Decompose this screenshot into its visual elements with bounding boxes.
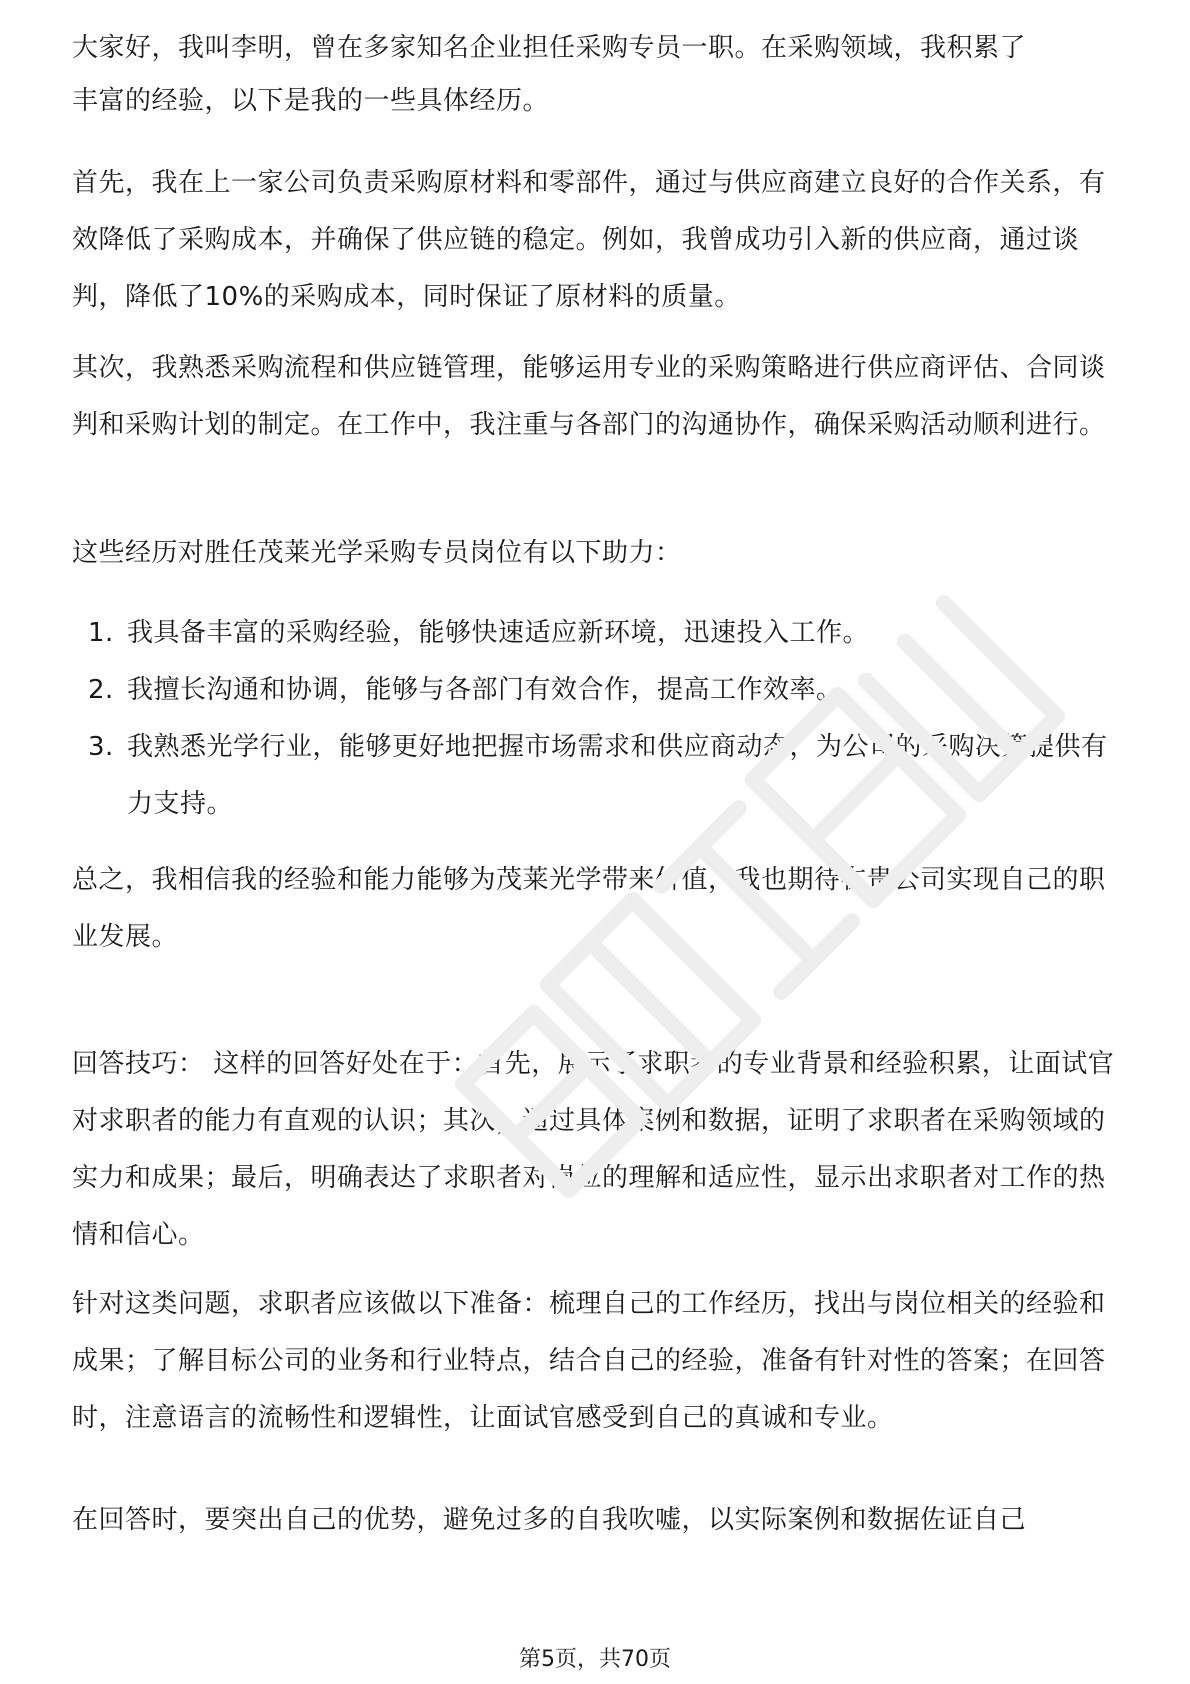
- list-number: 3.: [88, 732, 114, 762]
- paragraph-conclusion: 总之，我相信我的经验和能力能够为茂莱光学带来价值，我也期待在贵公司实现自己的职业发展。: [72, 865, 1106, 952]
- cut-off-top-line: [0, 0, 1190, 72]
- paragraph-last-partial: 在回答时，要突出自己的优势，避免过多的自我吹嘘，以实际案例和数据佐证自己: [72, 1505, 1027, 1535]
- list-item: [72, 662, 1122, 719]
- paragraph-first: 首先，我在上一家公司负责采购原材料和零部件，通过与供应商建立良好的合作关系，有效降低了采购成本，并确保了供应链的稳定。例如，我曾成功引入新的供应商，通过谈判，降低了10%的采购成本，同时保证了原材料的质量。: [72, 168, 1106, 312]
- paragraph-intro-end: 丰富的经验，以下是我的一些具体经历。: [72, 86, 550, 116]
- page-footer: 第5页，共70页: [519, 1647, 671, 1672]
- paragraph-second: 其次，我熟悉采购流程和供应链管理，能够运用专业的采购策略进行供应商评估、合同谈判和采购计划的制定。在工作中，我注重与各部门的沟通协作，确保采购活动顺利进行。: [72, 353, 1106, 440]
- list-number: 2.: [88, 675, 114, 705]
- list-item: [72, 605, 1122, 662]
- help-list: [72, 605, 1122, 833]
- paragraph-top-partial: 大家好，我叫李明，曾在多家知名企业担任采购专员一职。在采购领域，我积累了: [72, 33, 1027, 63]
- list-item-text: 我熟悉光学行业，能够更好地把握市场需求和供应商动态，为公司的采购决策提供有力支持。: [127, 732, 1108, 819]
- list-number: 1.: [88, 618, 114, 648]
- list-item-text: 我擅长沟通和协调，能够与各部门有效合作，提高工作效率。: [127, 675, 843, 705]
- paragraph-answer-tips: 回答技巧： 这样的回答好处在于：首先，展示了求职者的专业背景和经验积累，让面试官对求职者的能力有直观的认识；其次，通过具体案例和数据，证明了求职者在采购领域的实力和成果；最后，明确表达了求职者对岗位的理解和适应性，显示出求职者对工作的热情和信心。: [72, 1049, 1115, 1250]
- list-item: [72, 719, 1122, 833]
- paragraph-help-heading: 这些经历对胜任茂莱光学采购专员岗位有以下助力：: [72, 538, 682, 568]
- paragraph-preparation: 针对这类问题，求职者应该做以下准备：梳理自己的工作经历，找出与岗位相关的经验和成果；了解目标公司的业务和行业特点，结合自己的经验，准备有针对性的答案；在回答时，注意语言的流畅性和逻辑性，让面试官感受到自己的真诚和专业。: [72, 1289, 1106, 1433]
- list-item-text: 我具备丰富的采购经验，能够快速适应新环境，迅速投入工作。: [127, 618, 870, 648]
